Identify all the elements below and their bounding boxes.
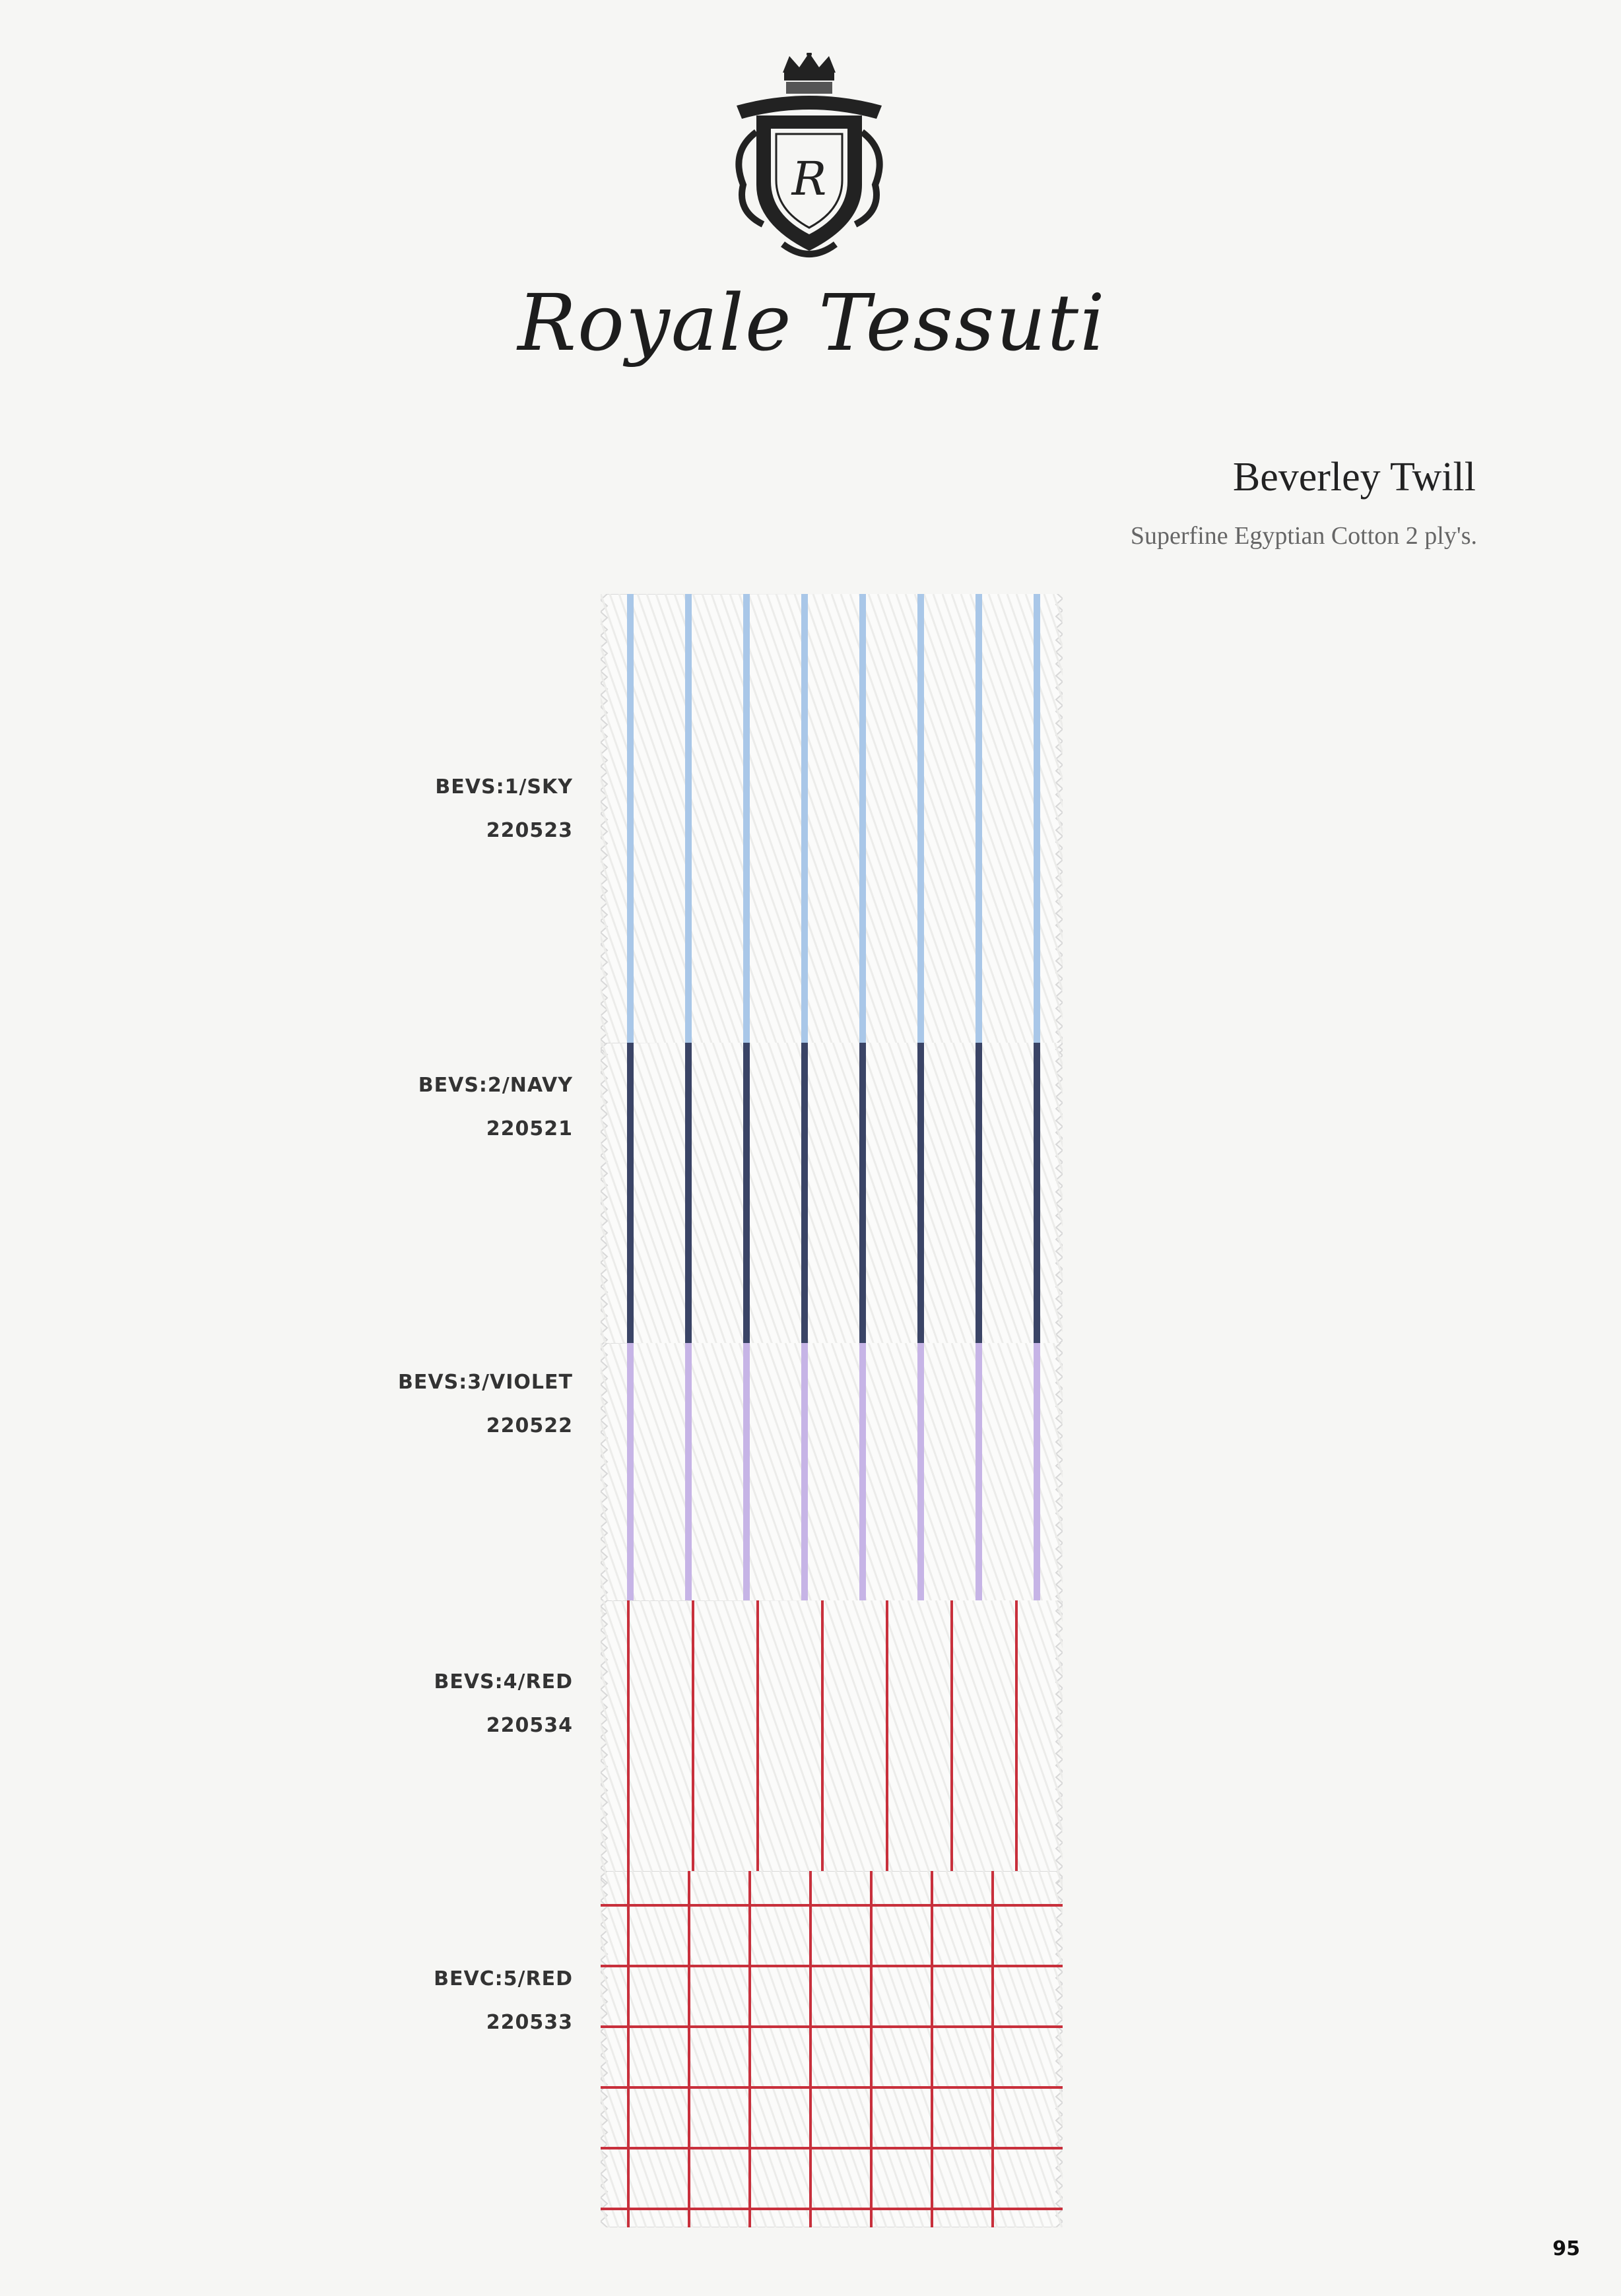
collection-title: Beverley Twill — [1232, 455, 1476, 500]
stripe-line — [1034, 1343, 1040, 1620]
fabric-swatch-sky — [601, 594, 1063, 1056]
fabric-ground — [601, 594, 1063, 1056]
stripe-line — [821, 1600, 824, 1884]
stripe-line — [801, 1343, 808, 1620]
stripe-line — [886, 1600, 888, 1884]
swatch-label — [398, 1361, 573, 1448]
fabric-swatch-violet — [601, 1343, 1063, 1620]
stripe-line — [859, 594, 866, 1056]
page-number: 95 — [1552, 2237, 1580, 2260]
brand-name: Royale Tessuti — [517, 277, 1106, 368]
stripe-line — [859, 1343, 866, 1620]
check-line — [601, 2147, 1063, 2149]
swatch-code: BEVC:5/RED — [434, 1967, 573, 1990]
stripe-line — [688, 1871, 690, 2227]
collection-subtitle: Superfine Egyptian Cotton 2 ply's. — [1130, 522, 1477, 550]
stripe-line — [1034, 594, 1040, 1056]
stripe-line — [685, 1043, 692, 1346]
stripe-line — [685, 1343, 692, 1620]
stripe-line — [685, 594, 692, 1056]
stripe-line — [743, 594, 750, 1056]
swatch-code: BEVS:2/NAVY — [418, 1074, 573, 1097]
stripe-line — [931, 1871, 933, 2227]
stripe-line — [801, 594, 808, 1056]
swatch-code: BEVS:1/SKY — [435, 775, 573, 799]
stripe-line — [976, 1043, 982, 1346]
stripe-line — [743, 1043, 750, 1346]
stripe-line — [1015, 1600, 1018, 1884]
stripe-line — [870, 1871, 873, 2227]
fabric-swatch-red-check — [601, 1871, 1063, 2227]
stripe-line — [809, 1871, 812, 2227]
stripe-line — [756, 1600, 759, 1884]
check-line — [601, 2208, 1063, 2210]
stripe-line — [627, 1043, 634, 1346]
stripe-line — [976, 594, 982, 1056]
swatch-code: BEVS:4/RED — [434, 1670, 573, 1693]
check-line — [601, 1904, 1063, 1907]
swatch-label — [434, 1660, 573, 1748]
swatch-code: BEVS:3/VIOLET — [398, 1371, 573, 1394]
check-line — [601, 2025, 1063, 2028]
stripe-line — [917, 594, 924, 1056]
swatch-label — [418, 1064, 573, 1151]
stripe-line — [950, 1600, 953, 1884]
stripe-line — [917, 1343, 924, 1620]
swatch-number: 220534 — [486, 1714, 573, 1737]
check-line — [601, 2086, 1063, 2089]
check-line — [601, 1965, 1063, 1967]
swatch-number: 220521 — [486, 1117, 573, 1140]
stripe-line — [748, 1871, 751, 2227]
stripe-line — [627, 1871, 630, 2227]
fabric-swatch-navy — [601, 1043, 1063, 1346]
stripe-line — [991, 1871, 994, 2227]
stripe-line — [627, 1343, 634, 1620]
crown-crest-logo — [723, 53, 895, 277]
stripe-line — [859, 1043, 866, 1346]
swatch-label — [434, 1957, 573, 2045]
stripe-line — [743, 1343, 750, 1620]
stripe-line — [627, 594, 634, 1056]
stripe-line — [801, 1043, 808, 1346]
swatch-label — [435, 766, 573, 853]
swatch-number: 220523 — [486, 819, 573, 842]
swatch-number: 220533 — [486, 2011, 573, 2034]
stripe-line — [976, 1343, 982, 1620]
stripe-line — [627, 1600, 630, 1884]
stripe-line — [1034, 1043, 1040, 1346]
monogram-text: R — [791, 152, 827, 206]
swatch-number: 220522 — [486, 1414, 573, 1437]
stripe-line — [692, 1600, 694, 1884]
stripe-line — [917, 1043, 924, 1346]
fabric-swatch-red-stripe — [601, 1600, 1063, 1884]
